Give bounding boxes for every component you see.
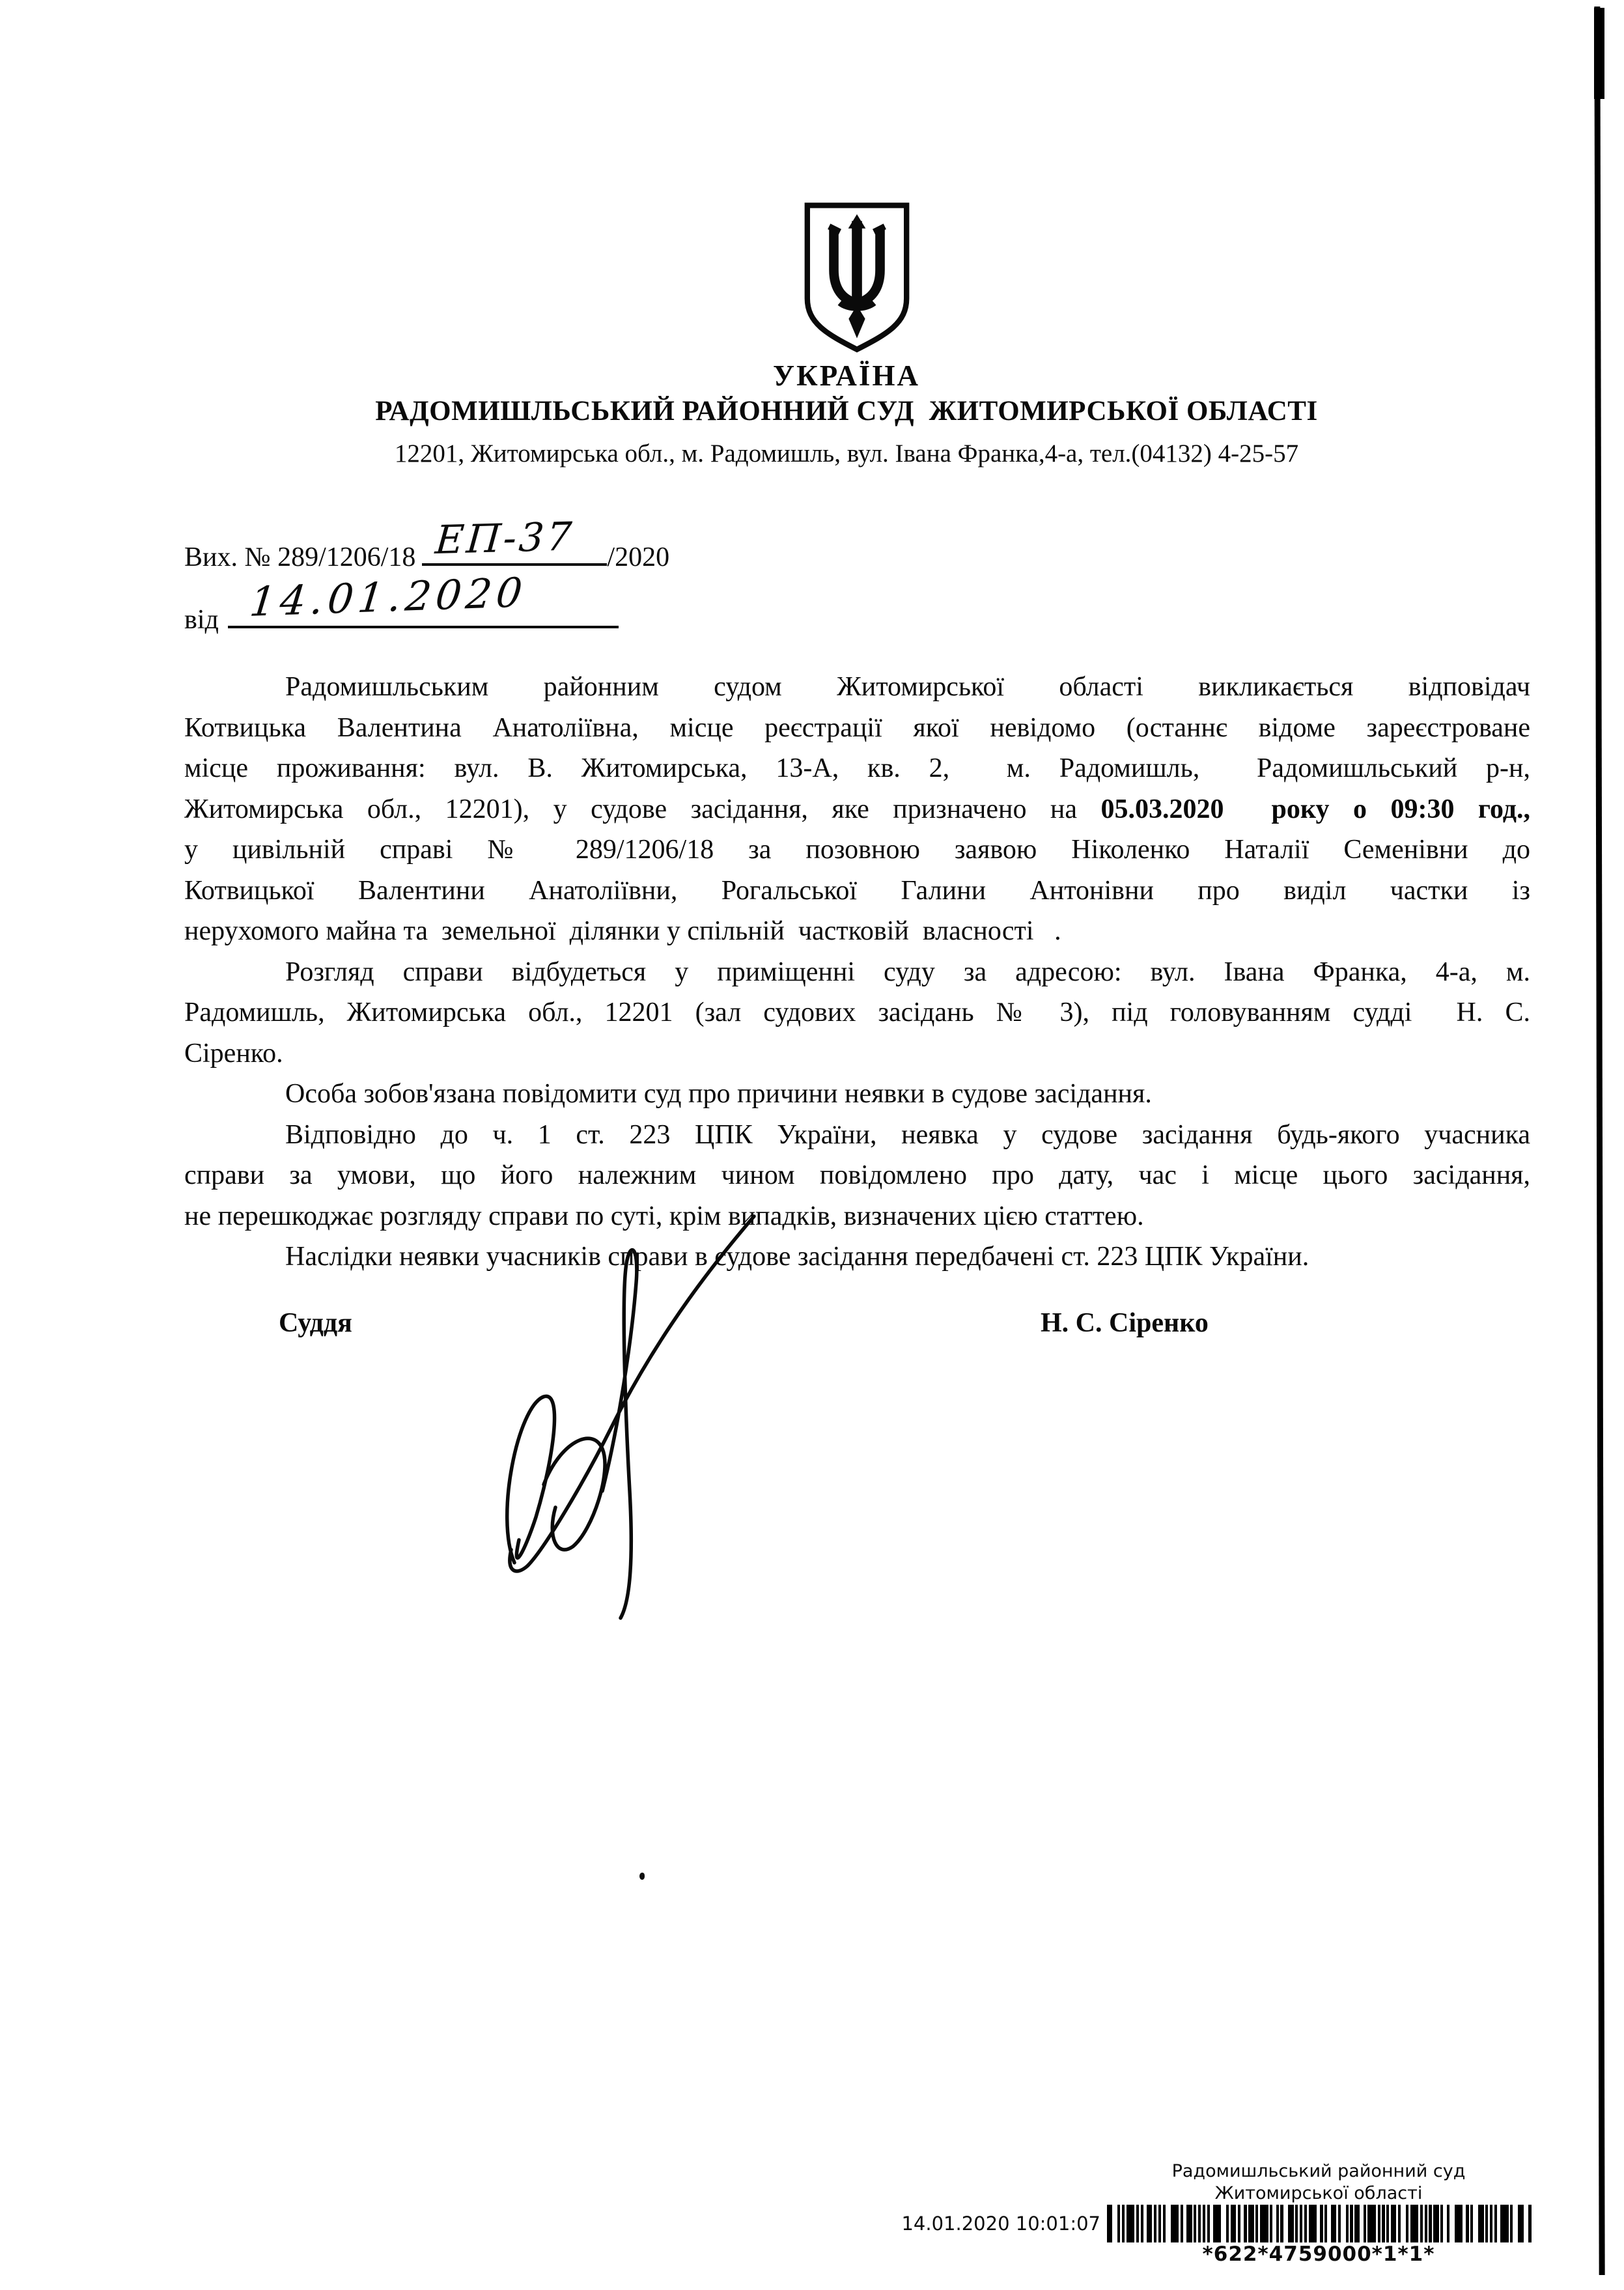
body-segment: нерухомого майна та земельної ділянки у спільній частковій власності .: [184, 916, 1061, 946]
scan-edge-line: [1594, 7, 1604, 2275]
body-segment: у цивільній справі № 289/1206/18 за позовною заявою Ніколенко Наталії Семенівни до: [184, 835, 1530, 865]
body-segment: не перешкоджає розгляду справи по суті, крім випадків, визначених цією статтею.: [184, 1201, 1144, 1231]
body-line: [184, 748, 1530, 789]
body-segment: справи за умови, що його належним чином повідомлено про дату, час і місце цього засідання,: [184, 1160, 1530, 1190]
body-segment: Радомишльським районним судом Житомирської області викликається відповідач: [285, 672, 1530, 702]
outgoing-number-label: Вих. № 289/1206/18: [184, 542, 416, 572]
body-line: [184, 1115, 1530, 1156]
ukraine-coat-of-arms-icon: [799, 199, 915, 354]
handwritten-number-slot: [422, 514, 607, 566]
country-title: УКРАЇНА: [773, 359, 920, 392]
body-line: [184, 871, 1530, 912]
body-line: [184, 1074, 1530, 1115]
stamp-court-name: [1094, 2160, 1543, 2205]
barcode-caption: *622*4759000*1*1*: [1202, 2242, 1435, 2266]
judge-role-label: Суддя: [279, 1308, 352, 1338]
summons-body-text: [184, 667, 1530, 1278]
body-segment: Відповідно до ч. 1 ст. 223 ЦПК України, неявка у судове засідання будь-якого учасника: [285, 1119, 1530, 1150]
handwritten-date-slot: [228, 568, 619, 628]
outgoing-date-line: [184, 568, 619, 635]
body-line: [184, 992, 1530, 1033]
body-line: [184, 667, 1530, 708]
body-line: [184, 708, 1530, 749]
body-line: [184, 1033, 1530, 1074]
body-segment: місце проживання: вул. В. Житомирська, 13-А, кв. 2, м. Радомишль, Радомишльський р-н,: [184, 753, 1530, 783]
registration-barcode: [1107, 2205, 1538, 2242]
body-line: [184, 952, 1530, 993]
court-name-heading: РАДОМИШЛЬСЬКИЙ РАЙОННИЙ СУД ЖИТОМИРСЬКОЇ ОБЛАСТІ: [375, 396, 1318, 426]
judge-handwritten-signature: [466, 1211, 759, 1628]
outgoing-number-year: /2020: [607, 542, 670, 572]
judge-name: Н. С. Сіренко: [1041, 1308, 1209, 1338]
stamp-datetime: 14.01.2020 10:01:07: [901, 2213, 1100, 2235]
stamp-court-line1: Радомишльський районний суд: [1171, 2161, 1466, 2181]
body-segment: Наслідки неявки учасників справи в судове засідання передбачені ст. 223 ЦПК України.: [285, 1242, 1309, 1272]
body-line: [184, 911, 1530, 952]
body-segment: Житомирська обл., 12201), у судове засідання, яке призначено на: [184, 794, 1101, 824]
scan-speck: [639, 1873, 645, 1880]
body-segment: Розгляд справи відбудеться у приміщенні суду за адресою: вул. Івана Франка, 4-а, м.: [285, 956, 1530, 987]
body-segment: Котвицької Валентини Анатоліївни, Рогальської Галини Антонівни про виділ частки із: [184, 875, 1530, 906]
court-address-line: 12201, Житомирська обл., м. Радомишль, вул. Івана Франка,4-а, тел.(04132) 4-25-57: [394, 440, 1299, 468]
body-segment: Сіренко.: [184, 1038, 283, 1068]
body-line: [184, 1196, 1530, 1237]
scan-edge-line-top: [1594, 8, 1604, 99]
outgoing-date-label: від: [184, 605, 219, 635]
handwritten-case-code: ЕП-37: [434, 514, 576, 563]
body-segment: Особа зобов'язана повідомити суд про причини неявки в судове засідання.: [285, 1079, 1152, 1109]
body-line: [184, 830, 1530, 871]
body-segment: Котвицька Валентина Анатоліївна, місце реєстрації якої невідомо (останнє відоме зареєстроване: [184, 712, 1530, 743]
body-line: [184, 789, 1530, 830]
body-segment-bold: 05.03.2020 року о 09:30 год.,: [1100, 794, 1530, 824]
handwritten-date: 14.01.2020: [247, 568, 529, 626]
stamp-court-line2: Житомирської області: [1214, 2183, 1423, 2203]
body-line: [184, 1236, 1530, 1278]
body-line: [184, 1155, 1530, 1196]
body-segment: Радомишль, Житомирська обл., 12201 (зал судових засідань № 3), під головуванням судді Н. С.: [184, 998, 1530, 1027]
outgoing-number-line: [184, 514, 670, 573]
